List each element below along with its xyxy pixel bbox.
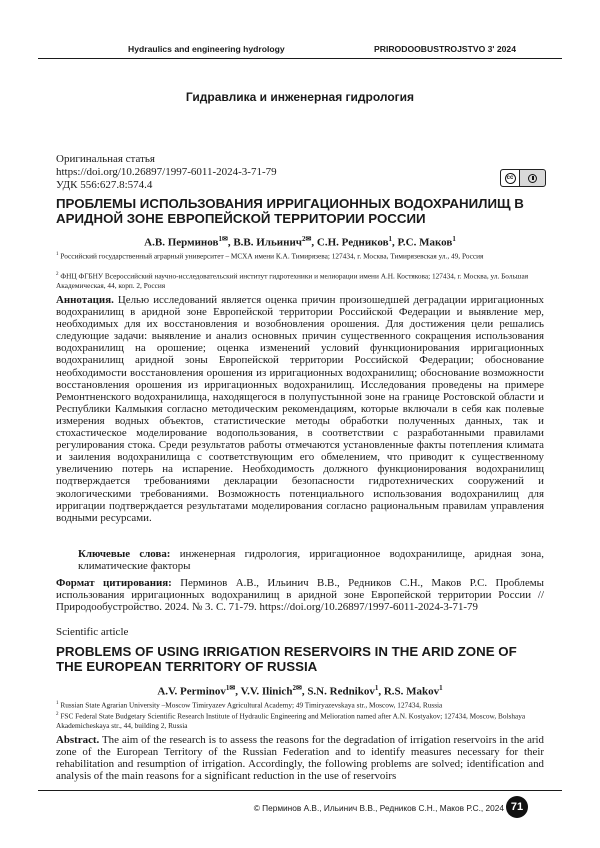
author-sup: 1 xyxy=(439,684,443,692)
author-name: А.В. Перминов xyxy=(144,236,219,249)
citation-text: Перминов А.В., Ильинич В.В., Редников С.Н., Маков Р.С. Проблемы использования ирригационных водохранилищ в аридной зоне Европейской территории России // Природообустройство. 2024. № 3. С. 71-79. https://doi.org/10.26897/1997-6011-2024-3-71-79 xyxy=(56,577,544,614)
article-type-en: Scientific article xyxy=(56,626,129,638)
author-name: В.В. Ильинич xyxy=(233,236,302,249)
author-sup: 1 xyxy=(388,235,393,243)
author-sup: 1 xyxy=(374,684,379,692)
article-type: Оригинальная статья xyxy=(56,153,155,165)
author-sup: 1✉ xyxy=(225,684,236,692)
cc-icon: cc xyxy=(501,170,520,186)
author-name: С.Н. Редников xyxy=(316,236,389,249)
author-name: A.V. Perminov xyxy=(157,685,226,698)
footer-rule xyxy=(38,790,562,791)
author-sup: 2✉ xyxy=(292,684,302,692)
header-rule xyxy=(38,58,562,59)
keywords-text: инженерная гидрология, ирригационное водохранилище, аридная зона, климатические факторы xyxy=(78,548,544,573)
author-name: R.S. Makov xyxy=(383,685,440,698)
affiliation-2-en: $^2$ FSC Federal State Budgetary Scientific Research Institute of Hydraulic Engineering and Melioration named after A.N. Kostyakov; 127434, Moscow, Bolshaya Akademicheskaya str., 44, building 2, Russia xyxy=(56,711,526,731)
authors-en: A.V. Perminov$^{1✉}$, V.V. Ilinich$^{2✉}$, S.N. Rednikov$^1$, R.S. Makov$^1$ xyxy=(157,684,443,698)
affiliation-1-ru: $^1$ Российский государственный аграрный университет – МСХА имени К.А. Тимирязева; 127434, г. Москва, Тимирязевская ул., 49, Россия xyxy=(56,251,484,261)
by-icon xyxy=(520,174,545,183)
authors-ru: А.В. Перминов$^{1✉}$, В.В. Ильинич$^{2✉}$, С.Н. Редников$^1$, Р.С. Маков$^1$ xyxy=(144,235,456,249)
author-name: V.V. Ilinich xyxy=(240,685,293,698)
page-number: 71 xyxy=(506,796,528,818)
author-sup: 1 xyxy=(452,235,456,243)
keywords-label: Ключевые слова: xyxy=(78,548,171,560)
article-title-en: PROBLEMS OF USING IRRIGATION RESERVOIRS IN THE ARID ZONE OF THE EUROPEAN TERRITORY OF RUSSIA xyxy=(56,644,517,674)
affiliation-2-ru: $^2$ ФНЦ ФГБНУ Всероссийский научно-исследовательский институт гидротехники и мелиорации имени А.Н. Костякова; 127434, г. Москва, ул. Большая Академическая, 44, корп. 2, Россия xyxy=(56,271,529,291)
running-header-left: Hydraulics and engineering hydrology xyxy=(128,44,285,54)
article-title-ru: ПРОБЛЕМЫ ИСПОЛЬЗОВАНИЯ ИРРИГАЦИОННЫХ ВОДОХРАНИЛИЩ В АРИДНОЙ ЗОНЕ ЕВРОПЕЙСКОЙ ТЕРРИТОРИИ РОССИИ xyxy=(56,196,524,226)
udk-code: УДК 556:627.8:574.4 xyxy=(56,179,153,191)
citation-label: Формат цитирования: xyxy=(56,577,172,589)
abstract-label: Abstract. xyxy=(56,734,100,746)
author-sup: 1✉ xyxy=(218,235,228,243)
abstract-text: The aim of the research is to assess the reasons for the degradation of irrigation reservoirs in the arid zone of the European Territory of the Russian Federation and to identify measures necessary for their rehabilitation and resumption of irrigation. Accordingly, the following problems are solved; identification and analysis of the main reasons for a significant reduction in the use of reservoirs xyxy=(56,734,544,783)
section-title: Гидравлика и инженерная гидрология xyxy=(185,90,415,104)
abstract-label: Аннотация. xyxy=(56,294,114,306)
citation-ru xyxy=(56,577,544,613)
author-name: Р.С. Маков xyxy=(397,236,453,249)
abstract-ru xyxy=(56,294,544,524)
abstract-text: Целью исследований является оценка причин произошедшей деградации ирригационных водохранилищ в аридной зоне Европейской территории Российской Федерации и выявление мер, необходимых для их восстановления и возобновления орошения. Для достижения цели решались следующие задачи: выявление и анализ основных причин существенного сокращения использования водохранилищ на орошение; оценка изменений условий функционирования ирригационных водохранилищ аридной зоны Европейской территории Российской Федерации; обоснование необходимости восстановления орошения из ирригационных водохранилищ; обоснование возможности восстановления орошения из ирригационных водохранилищ. Исследования проведены на примере Ремонтненского водохранилища, находящегося в полупустынной зоне на границе Ростовской области и Республики Калмыкия согласно методическим рекомендациям, которые включали в себя как полевые измерения водных объектов, статистические методы обработки полученных данных, так и стохастическое моделирование водопользования, в соответствии с разработанными правилами регулирования стока. Среди результатов работы отмечаются установленные факты потепления климата и заиления водохранилища с соответствующим его обмелением, что приводит к существенному увеличению потерь на испарение. Необходимость должного функционирования водохранилищ подтверждается требованиями декларации безопасности гидротехнических сооружений и экологическими требованиями. Возможность потенциального использования водохранилищ для ирригации подтверждается результатами моделирования согласно рациональным правилам управления водными ресурсами. xyxy=(56,294,544,524)
affiliation-1-en: $^1$ Russian State Agrarian University –Moscow Timiryazev Agricultural Academy; 49 Timiryazevskaya str., Moscow, 127434, Russia xyxy=(56,700,443,710)
abstract-en xyxy=(56,734,544,782)
copyright-notice: © Перминов А.В., Ильинич В.В., Редников С.Н., Маков Р.С., 2024 xyxy=(253,803,504,813)
author-sup: 2✉ xyxy=(302,235,312,243)
author-name: S.N. Rednikov xyxy=(307,685,375,698)
keywords-ru xyxy=(78,548,544,573)
doi-link[interactable]: https://doi.org/10.26897/1997-6011-2024-3-71-79 xyxy=(56,166,277,178)
cc-by-icon[interactable] xyxy=(500,169,546,187)
running-header-right: PRIRODOOBUSTROJSTVO 3' 2024 xyxy=(374,44,516,54)
